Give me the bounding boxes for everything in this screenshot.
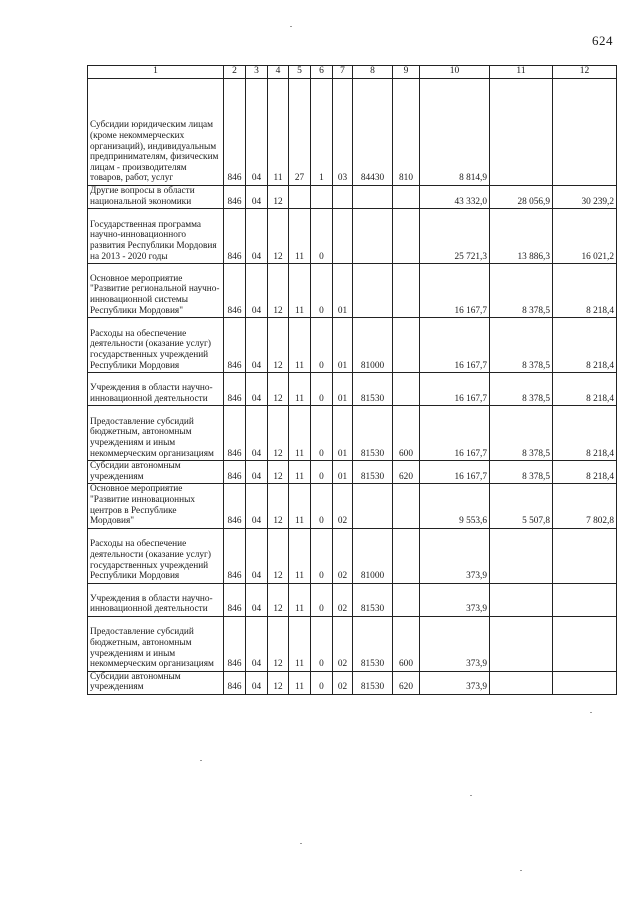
cell-subprogram: 0 bbox=[311, 209, 333, 264]
cell-amount-1: 16 167,7 bbox=[420, 406, 490, 461]
row-name: Основное мероприятие "Развитие региональной научно-инновационной системы Республики Мордовия" bbox=[88, 264, 224, 318]
cell-subprogram: 0 bbox=[311, 318, 333, 373]
cell-expense-type bbox=[393, 186, 420, 209]
cell-ministry: 846 bbox=[224, 79, 246, 186]
cell-amount-2: 8 378,5 bbox=[490, 373, 553, 406]
row-name: Основное мероприятие "Развитие инновационных центров в Республике Мордовия" bbox=[88, 484, 224, 528]
cell-event: 02 bbox=[333, 616, 353, 671]
cell-section: 04 bbox=[246, 373, 268, 406]
cell-subprogram bbox=[311, 186, 333, 209]
cell-subprogram: 0 bbox=[311, 406, 333, 461]
scan-speck bbox=[470, 795, 472, 796]
cell-program: 11 bbox=[289, 583, 311, 616]
cell-subsection: 11 bbox=[268, 79, 289, 186]
table-row bbox=[88, 406, 617, 461]
table-row bbox=[88, 461, 617, 484]
cell-amount-3: 8 218,4 bbox=[553, 318, 617, 373]
cell-expense-code: 81530 bbox=[353, 373, 393, 406]
cell-section: 04 bbox=[246, 79, 268, 186]
cell-subsection: 12 bbox=[268, 373, 289, 406]
cell-expense-type bbox=[393, 373, 420, 406]
table-body bbox=[88, 79, 617, 695]
cell-subprogram: 0 bbox=[311, 461, 333, 484]
cell-ministry: 846 bbox=[224, 406, 246, 461]
cell-amount-3: 16 021,2 bbox=[553, 209, 617, 264]
cell-amount-3 bbox=[553, 616, 617, 671]
column-header: 5 bbox=[289, 66, 311, 79]
cell-amount-1: 373,9 bbox=[420, 528, 490, 583]
cell-ministry: 846 bbox=[224, 373, 246, 406]
table-row bbox=[88, 209, 617, 264]
cell-amount-3: 8 218,4 bbox=[553, 461, 617, 484]
cell-program: 11 bbox=[289, 209, 311, 264]
cell-amount-1: 16 167,7 bbox=[420, 373, 490, 406]
cell-amount-3 bbox=[553, 671, 617, 694]
cell-program: 11 bbox=[289, 406, 311, 461]
cell-expense-type: 600 bbox=[393, 406, 420, 461]
row-name: Субсидии автономным учреждениям bbox=[88, 671, 224, 694]
cell-event: 02 bbox=[333, 484, 353, 528]
cell-ministry: 846 bbox=[224, 616, 246, 671]
cell-event: 01 bbox=[333, 461, 353, 484]
cell-amount-2 bbox=[490, 79, 553, 186]
cell-ministry: 846 bbox=[224, 528, 246, 583]
cell-subsection: 12 bbox=[268, 528, 289, 583]
row-name: Государственная программа научно-инновационного развития Республики Мордовия на 2013 - 2020 годы bbox=[88, 209, 224, 264]
cell-subsection: 12 bbox=[268, 406, 289, 461]
cell-program: 27 bbox=[289, 79, 311, 186]
cell-amount-1: 8 814,9 bbox=[420, 79, 490, 186]
column-header: 10 bbox=[420, 66, 490, 79]
cell-section: 04 bbox=[246, 186, 268, 209]
cell-amount-2 bbox=[490, 528, 553, 583]
cell-section: 04 bbox=[246, 209, 268, 264]
cell-ministry: 846 bbox=[224, 671, 246, 694]
cell-expense-code bbox=[353, 209, 393, 264]
cell-amount-1: 373,9 bbox=[420, 583, 490, 616]
cell-expense-code bbox=[353, 186, 393, 209]
cell-expense-code: 81530 bbox=[353, 461, 393, 484]
cell-expense-code: 84430 bbox=[353, 79, 393, 186]
cell-subsection: 12 bbox=[268, 186, 289, 209]
column-header: 6 bbox=[311, 66, 333, 79]
cell-subsection: 12 bbox=[268, 671, 289, 694]
cell-amount-2: 8 378,5 bbox=[490, 318, 553, 373]
cell-event bbox=[333, 209, 353, 264]
table-row bbox=[88, 264, 617, 318]
column-header: 12 bbox=[553, 66, 617, 79]
row-name: Другие вопросы в области национальной экономики bbox=[88, 186, 224, 209]
table-row bbox=[88, 186, 617, 209]
scan-speck bbox=[520, 870, 522, 871]
row-name: Субсидии юридическим лицам (кроме некоммерческих организаций), индивидуальным предпринимателям, физическим лицам - производителям товаров, работ, услуг bbox=[88, 79, 224, 186]
scan-speck bbox=[590, 712, 592, 713]
cell-subprogram: 0 bbox=[311, 528, 333, 583]
cell-section: 04 bbox=[246, 616, 268, 671]
column-header: 9 bbox=[393, 66, 420, 79]
cell-section: 04 bbox=[246, 461, 268, 484]
cell-event: 02 bbox=[333, 671, 353, 694]
cell-program: 11 bbox=[289, 671, 311, 694]
scan-speck bbox=[290, 26, 292, 27]
row-name: Предоставление субсидий бюджетным, автономным учреждениям и иным некоммерческим организациям bbox=[88, 406, 224, 461]
column-header: 3 bbox=[246, 66, 268, 79]
column-header: 7 bbox=[333, 66, 353, 79]
cell-event bbox=[333, 186, 353, 209]
table-row bbox=[88, 583, 617, 616]
cell-program: 11 bbox=[289, 616, 311, 671]
cell-program: 11 bbox=[289, 373, 311, 406]
cell-section: 04 bbox=[246, 264, 268, 318]
cell-program: 11 bbox=[289, 528, 311, 583]
cell-expense-type bbox=[393, 484, 420, 528]
cell-amount-2 bbox=[490, 616, 553, 671]
cell-subprogram: 0 bbox=[311, 264, 333, 318]
cell-amount-2: 8 378,5 bbox=[490, 461, 553, 484]
cell-subsection: 12 bbox=[268, 264, 289, 318]
cell-section: 04 bbox=[246, 318, 268, 373]
cell-section: 04 bbox=[246, 583, 268, 616]
cell-program bbox=[289, 186, 311, 209]
table-row bbox=[88, 616, 617, 671]
row-name: Учреждения в области научно-инновационной деятельности bbox=[88, 373, 224, 406]
table-row bbox=[88, 528, 617, 583]
cell-amount-2: 28 056,9 bbox=[490, 186, 553, 209]
cell-ministry: 846 bbox=[224, 484, 246, 528]
row-name: Субсидии автономным учреждениям bbox=[88, 461, 224, 484]
cell-subprogram: 0 bbox=[311, 671, 333, 694]
cell-subprogram: 0 bbox=[311, 484, 333, 528]
column-header: 11 bbox=[490, 66, 553, 79]
cell-amount-3: 8 218,4 bbox=[553, 373, 617, 406]
column-header: 8 bbox=[353, 66, 393, 79]
column-header: 4 bbox=[268, 66, 289, 79]
cell-event: 03 bbox=[333, 79, 353, 186]
cell-event: 02 bbox=[333, 583, 353, 616]
cell-amount-2: 13 886,3 bbox=[490, 209, 553, 264]
cell-section: 04 bbox=[246, 406, 268, 461]
cell-ministry: 846 bbox=[224, 209, 246, 264]
cell-event: 01 bbox=[333, 373, 353, 406]
table-row bbox=[88, 373, 617, 406]
cell-program: 11 bbox=[289, 484, 311, 528]
cell-expense-code: 81000 bbox=[353, 528, 393, 583]
cell-expense-type: 620 bbox=[393, 461, 420, 484]
cell-amount-1: 43 332,0 bbox=[420, 186, 490, 209]
cell-amount-1: 25 721,3 bbox=[420, 209, 490, 264]
cell-ministry: 846 bbox=[224, 264, 246, 318]
cell-expense-type bbox=[393, 528, 420, 583]
row-name: Предоставление субсидий бюджетным, автономным учреждениям и иным некоммерческим организациям bbox=[88, 616, 224, 671]
table-row bbox=[88, 484, 617, 528]
scan-speck bbox=[200, 760, 202, 761]
cell-program: 11 bbox=[289, 318, 311, 373]
cell-subprogram: 0 bbox=[311, 616, 333, 671]
cell-expense-type bbox=[393, 583, 420, 616]
cell-subsection: 12 bbox=[268, 484, 289, 528]
cell-expense-type bbox=[393, 264, 420, 318]
cell-event: 01 bbox=[333, 264, 353, 318]
row-name: Учреждения в области научно-инновационной деятельности bbox=[88, 583, 224, 616]
cell-amount-2 bbox=[490, 583, 553, 616]
cell-subsection: 12 bbox=[268, 318, 289, 373]
cell-subsection: 12 bbox=[268, 616, 289, 671]
cell-amount-1: 9 553,6 bbox=[420, 484, 490, 528]
cell-expense-code: 81000 bbox=[353, 318, 393, 373]
cell-expense-code: 81530 bbox=[353, 671, 393, 694]
cell-expense-type bbox=[393, 318, 420, 373]
page-number: 624 bbox=[592, 33, 613, 48]
cell-amount-1: 16 167,7 bbox=[420, 318, 490, 373]
cell-expense-code bbox=[353, 264, 393, 318]
cell-amount-1: 373,9 bbox=[420, 671, 490, 694]
cell-section: 04 bbox=[246, 528, 268, 583]
cell-ministry: 846 bbox=[224, 583, 246, 616]
row-name: Расходы на обеспечение деятельности (оказание услуг) государственных учреждений Республики Мордовия bbox=[88, 528, 224, 583]
column-header: 1 bbox=[88, 66, 224, 79]
budget-table bbox=[87, 65, 617, 695]
cell-expense-type: 600 bbox=[393, 616, 420, 671]
cell-amount-3 bbox=[553, 79, 617, 186]
cell-expense-code: 81530 bbox=[353, 616, 393, 671]
cell-amount-1: 16 167,7 bbox=[420, 264, 490, 318]
scan-speck bbox=[300, 843, 302, 844]
cell-ministry: 846 bbox=[224, 461, 246, 484]
cell-amount-3: 8 218,4 bbox=[553, 406, 617, 461]
cell-subsection: 12 bbox=[268, 583, 289, 616]
table-row bbox=[88, 318, 617, 373]
cell-program: 11 bbox=[289, 461, 311, 484]
column-header: 2 bbox=[224, 66, 246, 79]
cell-amount-3: 7 802,8 bbox=[553, 484, 617, 528]
cell-amount-1: 373,9 bbox=[420, 616, 490, 671]
cell-subsection: 12 bbox=[268, 209, 289, 264]
cell-expense-type: 620 bbox=[393, 671, 420, 694]
cell-section: 04 bbox=[246, 671, 268, 694]
cell-amount-1: 16 167,7 bbox=[420, 461, 490, 484]
cell-amount-2: 8 378,5 bbox=[490, 406, 553, 461]
cell-expense-code: 81530 bbox=[353, 406, 393, 461]
cell-event: 01 bbox=[333, 406, 353, 461]
row-name: Расходы на обеспечение деятельности (оказание услуг) государственных учреждений Республики Мордовия bbox=[88, 318, 224, 373]
cell-amount-2 bbox=[490, 671, 553, 694]
cell-section: 04 bbox=[246, 484, 268, 528]
cell-amount-3: 8 218,4 bbox=[553, 264, 617, 318]
cell-subprogram: 0 bbox=[311, 373, 333, 406]
cell-subprogram: 0 bbox=[311, 583, 333, 616]
table-row bbox=[88, 79, 617, 186]
cell-ministry: 846 bbox=[224, 186, 246, 209]
cell-expense-type bbox=[393, 209, 420, 264]
cell-event: 02 bbox=[333, 528, 353, 583]
cell-program: 11 bbox=[289, 264, 311, 318]
cell-amount-3: 30 239,2 bbox=[553, 186, 617, 209]
cell-subsection: 12 bbox=[268, 461, 289, 484]
cell-event: 01 bbox=[333, 318, 353, 373]
cell-expense-code bbox=[353, 484, 393, 528]
cell-ministry: 846 bbox=[224, 318, 246, 373]
cell-amount-3 bbox=[553, 583, 617, 616]
cell-expense-code: 81530 bbox=[353, 583, 393, 616]
cell-amount-2: 5 507,8 bbox=[490, 484, 553, 528]
table-row bbox=[88, 671, 617, 694]
cell-expense-type: 810 bbox=[393, 79, 420, 186]
cell-amount-3 bbox=[553, 528, 617, 583]
cell-subprogram: 1 bbox=[311, 79, 333, 186]
header-row bbox=[88, 66, 617, 79]
cell-amount-2: 8 378,5 bbox=[490, 264, 553, 318]
